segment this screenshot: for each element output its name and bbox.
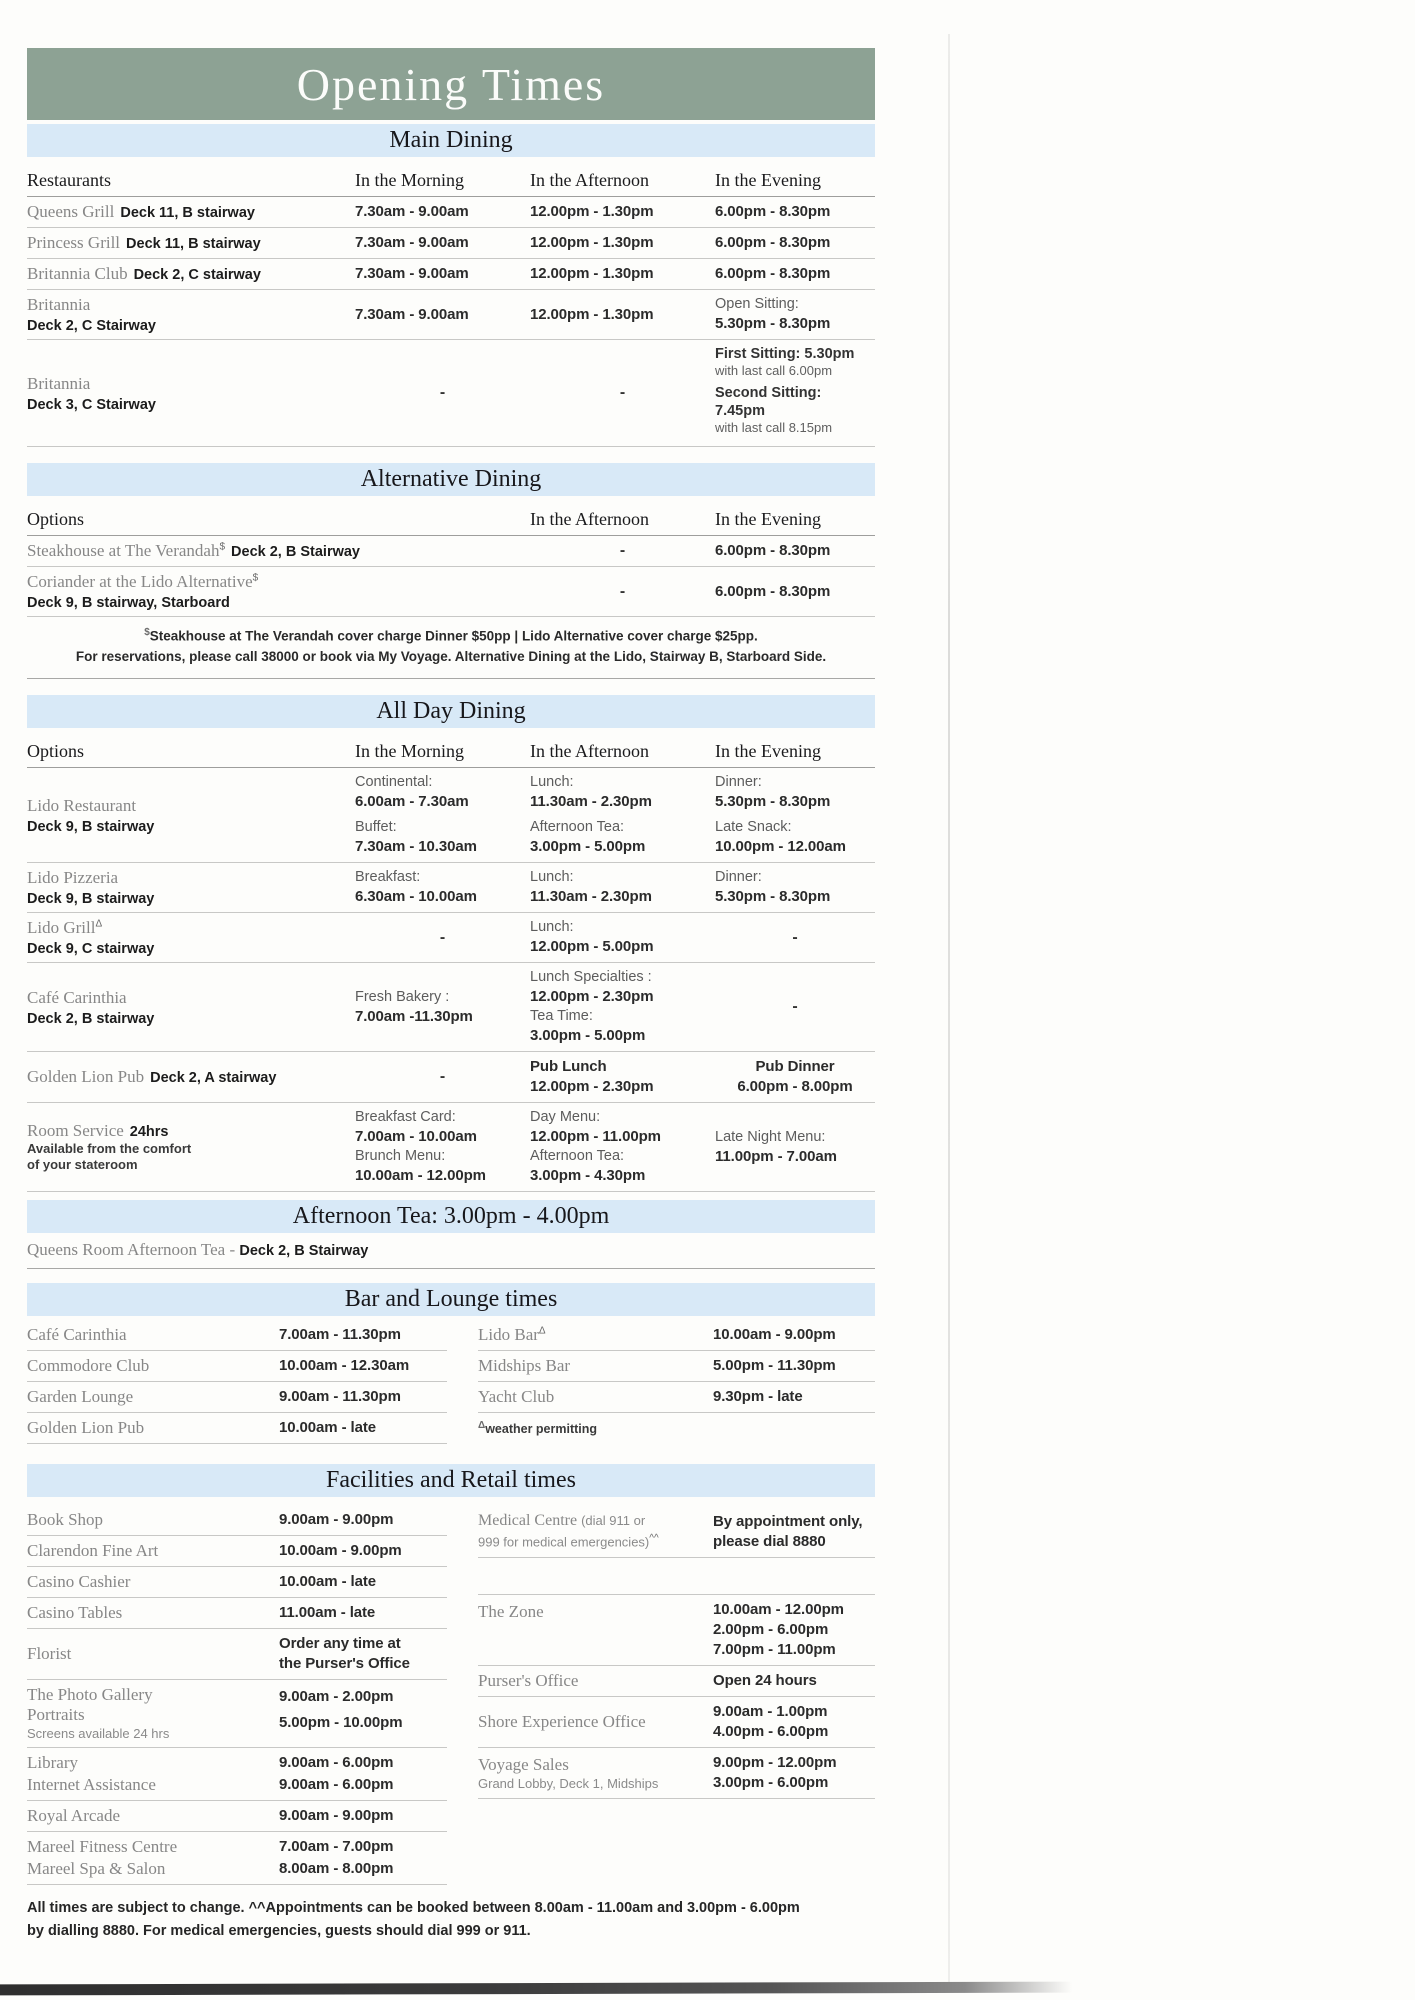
time-value: 5.30pm - 8.30pm xyxy=(715,793,831,811)
time-value: 4.00pm - 6.00pm xyxy=(713,1723,829,1741)
meal-label: Breakfast Card: xyxy=(355,1109,456,1126)
table-row xyxy=(27,1052,875,1103)
time-value: By appointment only, xyxy=(713,1513,863,1531)
alt-dining-section-banner xyxy=(27,463,875,496)
column-header-morning: In the Morning xyxy=(355,741,464,762)
deck-label: Deck 9, B stairway, Starboard xyxy=(27,595,230,611)
list-group-library xyxy=(27,1748,447,1801)
sitting-label: Second Sitting: 7.45pm xyxy=(715,385,822,419)
deck-label: Deck 2, C Stairway xyxy=(27,318,156,334)
venue-cell xyxy=(27,918,355,957)
venue-name: Commodore Club xyxy=(27,1356,150,1376)
column-header-afternoon: In the Afternoon xyxy=(530,741,649,762)
time-morning: 7.30am - 9.00am xyxy=(355,265,469,282)
list-item xyxy=(27,1598,447,1629)
all-day-header-row xyxy=(27,728,875,768)
table-row xyxy=(27,863,875,913)
venue-name: Coriander at the Lido Alternative xyxy=(27,572,253,591)
time-morning xyxy=(355,868,530,907)
column-header-options: Options xyxy=(27,509,85,529)
bar-lounge-banner xyxy=(27,1283,875,1316)
time-evening: 6.00pm - 8.30pm xyxy=(715,203,831,220)
list-item xyxy=(27,1801,447,1832)
venue-subtext: of your stateroom xyxy=(27,1157,138,1173)
time-value: 11.00pm - 7.00am xyxy=(715,1147,837,1165)
time-value: 2.00pm - 6.00pm xyxy=(713,1621,829,1639)
time-value: 7.00am - 7.00pm xyxy=(279,1838,394,1856)
footer-note xyxy=(27,1897,875,1942)
list-item xyxy=(27,1351,447,1382)
spacer xyxy=(478,1558,875,1594)
meal-label: Dinner: xyxy=(715,869,762,886)
opening-times-banner xyxy=(27,48,875,120)
time-value: 6.00am - 7.30am xyxy=(355,793,469,811)
deck-label: Deck 2, B Stairway xyxy=(231,544,360,560)
time-evening xyxy=(715,773,875,857)
deck-label: Deck 2, B stairway xyxy=(27,1010,155,1027)
table-row xyxy=(27,197,875,228)
venue-name: Steakhouse at The Verandah xyxy=(27,541,220,560)
page-title: Opening Times xyxy=(296,58,606,110)
deck-label: Deck 2, A stairway xyxy=(150,1070,277,1087)
time-value: 5.30pm - 8.30pm xyxy=(715,888,831,906)
scan-bottom-edge xyxy=(0,1982,1072,1996)
time-value: 10.00pm - 12.00am xyxy=(715,838,846,856)
venue-cell xyxy=(27,572,530,611)
column-header-evening: In the Evening xyxy=(715,741,821,762)
venue-name: Florist xyxy=(27,1644,72,1664)
meal-label: Dinner: xyxy=(715,774,762,791)
page-fold-line xyxy=(948,34,950,1986)
time-afternoon xyxy=(530,968,715,1046)
venue-name: Internet Assistance xyxy=(27,1775,156,1795)
list-item-pursers-office xyxy=(478,1666,875,1697)
time-afternoon xyxy=(530,868,715,907)
time-value: 9.00pm - 12.00pm xyxy=(713,1754,837,1772)
time-value: 9.00am - 9.00pm xyxy=(279,1511,394,1529)
weather-permitting-note xyxy=(478,1420,875,1436)
table-row xyxy=(27,290,875,340)
time-evening xyxy=(715,345,875,441)
venue-name: Lido Pizzeria xyxy=(27,868,119,888)
time-value: 9.00am - 11.30pm xyxy=(279,1388,401,1406)
venue-cell xyxy=(478,1512,713,1550)
venue-name: Casino Tables xyxy=(27,1603,123,1623)
weather-marker: Δ xyxy=(478,1420,486,1432)
venue-name: Golden Lion Pub xyxy=(27,1418,145,1438)
weather-marker: Δ xyxy=(538,1326,546,1338)
meal-label: Brunch Menu: xyxy=(355,1148,446,1165)
time-value: 12.00pm - 11.00pm xyxy=(530,1128,661,1146)
venue-cell xyxy=(27,1121,355,1173)
deck-label: Deck 3, C Stairway xyxy=(27,396,156,413)
time-value: 12.00pm - 2.30pm xyxy=(530,988,654,1006)
list-item-medical-centre xyxy=(478,1505,875,1558)
cover-charge-marker: $ xyxy=(252,572,259,584)
venue-name: Queens Room Afternoon Tea - xyxy=(27,1240,240,1260)
meal-label: Afternoon Tea: xyxy=(530,819,625,836)
facilities-table xyxy=(27,1505,875,1885)
appointment-marker: ^^ xyxy=(649,1533,659,1545)
meal-label: Lunch Specialties : xyxy=(530,969,652,986)
all-day-section-title: All Day Dining xyxy=(376,698,526,725)
table-row xyxy=(27,228,875,259)
venue-name: Voyage Sales xyxy=(478,1754,569,1774)
venue-name: Purser's Office xyxy=(478,1671,579,1691)
venue-name: Lido Bar xyxy=(478,1325,539,1345)
venue-cell xyxy=(478,1755,713,1792)
venue-name: Clarendon Fine Art xyxy=(27,1541,159,1561)
last-call-label: with last call 6.00pm xyxy=(715,363,833,378)
list-item xyxy=(27,1567,447,1598)
meal-label: Pub Lunch xyxy=(530,1058,607,1076)
meal-label: Late Snack: xyxy=(715,819,792,836)
time-value: 7.00am -11.30pm xyxy=(355,1007,473,1025)
cover-charge-marker: $ xyxy=(144,627,150,638)
main-dining-section-title: Main Dining xyxy=(389,127,513,153)
list-item-shore-experience xyxy=(478,1697,875,1748)
time-value: 11.00am - late xyxy=(279,1604,376,1622)
time-morning xyxy=(355,988,530,1027)
venue-subtext: Screens available 24 hrs xyxy=(27,1726,170,1742)
bar-lounge-table xyxy=(27,1320,875,1444)
table-row xyxy=(27,340,875,447)
time-cell xyxy=(279,1685,447,1733)
time-value: 12.00pm - 5.00pm xyxy=(530,938,654,956)
time-evening xyxy=(715,1057,875,1097)
list-item xyxy=(27,1505,447,1536)
afternoon-tea-venue xyxy=(27,1233,875,1269)
page-content xyxy=(27,0,875,1942)
meal-label: Pub Dinner xyxy=(755,1058,835,1076)
time-value: please dial 8880 xyxy=(713,1533,826,1551)
time-value: 9.00am - 6.00pm xyxy=(279,1754,394,1772)
bar-lounge-left-column xyxy=(27,1320,447,1444)
venue-cell xyxy=(27,374,355,413)
last-call-label: with last call 8.15pm xyxy=(715,420,833,435)
time-evening: 6.00pm - 8.30pm xyxy=(715,265,831,282)
time-value: 5.00pm - 10.00pm xyxy=(279,1714,403,1732)
table-row xyxy=(27,768,875,863)
alt-dining-section-title: Alternative Dining xyxy=(360,466,542,492)
time-value: 9.00am - 9.00pm xyxy=(279,1807,394,1825)
venue-name: Queens Grill xyxy=(27,202,115,221)
time-value: 10.00am - late xyxy=(279,1573,376,1591)
time-value: 7.00pm - 11.00pm xyxy=(713,1641,836,1659)
meal-label: Breakfast: xyxy=(355,869,421,886)
table-row xyxy=(27,259,875,290)
deck-label: Deck 2, C stairway xyxy=(133,267,261,283)
list-group-mareel xyxy=(27,1832,447,1885)
time-value: 9.30pm - late xyxy=(713,1388,803,1406)
table-row xyxy=(27,567,875,617)
time-value: Order any time at xyxy=(279,1635,401,1653)
alt-dining-footnotes xyxy=(27,617,875,679)
weather-marker: Δ xyxy=(95,919,103,931)
time-cell xyxy=(713,1753,875,1793)
facilities-right-column xyxy=(478,1505,875,1885)
deck-label: 24hrs xyxy=(129,1124,169,1141)
venue-cell xyxy=(27,202,355,222)
time-value: 11.30am - 2.30pm xyxy=(530,888,652,906)
venue-cell xyxy=(27,295,355,334)
venue-name: Café Carinthia xyxy=(27,987,127,1007)
time-morning xyxy=(355,1108,530,1186)
venue-name: Britannia xyxy=(27,295,91,314)
time-morning: 7.30am - 9.00am xyxy=(355,203,469,220)
list-item-the-zone xyxy=(478,1594,875,1666)
venue-name: Mareel Fitness Centre xyxy=(27,1837,178,1857)
sitting-label: First Sitting: 5.30pm xyxy=(715,346,855,362)
time-morning xyxy=(355,773,530,857)
time-afternoon: - xyxy=(619,542,626,559)
footnote xyxy=(27,625,875,647)
column-header-afternoon: In the Afternoon xyxy=(530,509,649,529)
venue-name: Britannia xyxy=(27,373,91,393)
time-evening: 6.00pm - 8.30pm xyxy=(715,582,831,600)
bar-lounge-title: Bar and Lounge times xyxy=(344,1286,558,1313)
footnote-text: Steakhouse at The Verandah cover charge Dinner $50pp | Lido Alternative cover charge $25pp. xyxy=(149,628,758,644)
time-value: Open 24 hours xyxy=(713,1672,817,1690)
time-value: 7.00am - 11.30pm xyxy=(279,1326,401,1344)
time-afternoon: 12.00pm - 1.30pm xyxy=(530,203,654,220)
time-value: 9.00am - 2.00pm xyxy=(279,1688,394,1706)
list-item-voyage-sales xyxy=(478,1748,875,1799)
venue-subtext: (dial 911 or xyxy=(581,1513,646,1529)
time-value: 8.00am - 8.00pm xyxy=(279,1860,394,1878)
time-value: 10.00am - 12.00pm xyxy=(355,1167,486,1185)
time-morning: 7.30am - 9.00am xyxy=(355,234,469,251)
list-item xyxy=(478,1351,875,1382)
time-value: 10.00am - 12.00pm xyxy=(713,1601,844,1619)
venue-name: Lido Grill xyxy=(27,918,96,938)
venue-name: Garden Lounge xyxy=(27,1387,134,1407)
time-afternoon: 12.00pm - 1.30pm xyxy=(530,265,654,282)
time-value: 3.00pm - 5.00pm xyxy=(530,1027,646,1045)
time-value: 3.00pm - 6.00pm xyxy=(713,1774,829,1792)
meal-label: Afternoon Tea: xyxy=(530,1148,625,1165)
alt-dining-header-row xyxy=(27,496,875,536)
time-cell xyxy=(713,1510,875,1552)
list-item xyxy=(27,1413,447,1444)
venue-name: Library xyxy=(27,1753,78,1773)
time-value: 6.30am - 10.00am xyxy=(355,888,477,906)
deck-label: Deck 11, B stairway xyxy=(126,236,261,252)
facilities-left-column xyxy=(27,1505,447,1885)
time-afternoon: - xyxy=(619,582,626,600)
time-value: 12.00pm - 2.30pm xyxy=(530,1078,654,1096)
time-value: 9.00am - 1.00pm xyxy=(713,1703,828,1721)
table-row xyxy=(27,1103,875,1192)
time-afternoon xyxy=(530,773,715,857)
time-evening xyxy=(715,1128,875,1167)
time-afternoon xyxy=(530,1108,715,1186)
facilities-title: Facilities and Retail times xyxy=(326,1467,576,1494)
venue-cell xyxy=(27,796,355,835)
venue-name: Royal Arcade xyxy=(27,1806,120,1826)
venue-cell xyxy=(27,541,530,561)
venue-subtext: 999 for medical emergencies) xyxy=(478,1534,650,1550)
venue-cell xyxy=(27,988,355,1027)
venue-name: Yacht Club xyxy=(478,1387,555,1407)
afternoon-tea-title: Afternoon Tea: 3.00pm - 4.00pm xyxy=(292,1203,610,1230)
footer-line: All times are subject to change. ^^Appointments can be booked between 8.00am - 11.00am and 3.00pm - 6.00pm xyxy=(27,1900,800,1917)
venue-name: Midships Bar xyxy=(478,1356,571,1376)
venue-name: Room Service xyxy=(27,1121,124,1141)
cover-charge-marker: $ xyxy=(219,541,226,553)
time-evening: - xyxy=(792,998,798,1016)
main-dining-header-row xyxy=(27,157,875,197)
venue-cell xyxy=(27,264,355,284)
time-value: the Purser's Office xyxy=(279,1655,410,1673)
meal-label: Continental: xyxy=(355,774,433,791)
list-item xyxy=(27,1858,447,1884)
column-header-options: Options xyxy=(27,741,85,762)
column-header-afternoon: In the Afternoon xyxy=(530,170,649,190)
venue-name: The Zone xyxy=(478,1602,544,1622)
time-morning: 7.30am - 9.00am xyxy=(355,305,469,323)
venue-subtext: Grand Lobby, Deck 1, Midships xyxy=(478,1775,659,1791)
meal-label: Fresh Bakery : xyxy=(355,988,450,1005)
venue-name: Shore Experience Office xyxy=(478,1712,646,1732)
time-value: 10.00am - 9.00pm xyxy=(713,1326,836,1344)
list-item xyxy=(27,1536,447,1567)
deck-label: Deck 2, B Stairway xyxy=(239,1243,369,1260)
meal-label: Tea Time: xyxy=(530,1008,593,1025)
venue-name: Mareel Spa & Salon xyxy=(27,1859,166,1879)
table-row xyxy=(27,913,875,963)
facilities-banner xyxy=(27,1464,875,1497)
time-evening xyxy=(715,868,875,907)
time-cell xyxy=(713,1600,875,1660)
meal-label: Open Sitting: xyxy=(715,296,799,312)
column-header-morning: In the Morning xyxy=(355,170,464,190)
list-item xyxy=(478,1320,875,1351)
list-item xyxy=(27,1382,447,1413)
time-value: 3.00pm - 4.30pm xyxy=(530,1167,646,1185)
time-value: 6.00pm - 8.00pm xyxy=(737,1078,853,1096)
time-evening: - xyxy=(792,928,798,946)
deck-label: Deck 9, B stairway xyxy=(27,891,155,908)
venue-cell xyxy=(478,1325,713,1345)
deck-label: Deck 9, B stairway xyxy=(27,818,155,835)
footnote: For reservations, please call 38000 or book via My Voyage. Alternative Dining at the Lido, Stairway B, Starboard Side. xyxy=(75,649,827,665)
time-value: 10.00am - late xyxy=(279,1419,376,1437)
time-morning: - xyxy=(439,928,446,946)
main-dining-section-banner xyxy=(27,124,875,157)
venue-subtext xyxy=(478,1530,713,1550)
venue-name: Café Carinthia xyxy=(27,1325,127,1345)
time-evening: 6.00pm - 8.30pm xyxy=(715,542,831,559)
venue-name: The Photo Gallery xyxy=(27,1685,153,1705)
venue-name: Medical Centre xyxy=(478,1512,582,1530)
column-header-evening: In the Evening xyxy=(715,170,821,190)
time-value: 5.00pm - 11.30pm xyxy=(713,1357,836,1375)
list-item xyxy=(478,1382,875,1413)
column-header-evening: In the Evening xyxy=(715,509,821,529)
meal-label: Buffet: xyxy=(355,819,397,836)
time-afternoon: 12.00pm - 1.30pm xyxy=(530,305,654,323)
bar-lounge-right-column xyxy=(478,1320,875,1444)
time-morning: - xyxy=(439,1068,446,1086)
list-item xyxy=(27,1832,447,1858)
list-item xyxy=(27,1774,447,1800)
table-row xyxy=(27,536,875,567)
venue-name: Casino Cashier xyxy=(27,1572,131,1592)
time-value: 9.00am - 6.00pm xyxy=(279,1776,394,1794)
time-value: 5.30pm - 8.30pm xyxy=(715,315,831,332)
time-value: 10.00am - 12.30am xyxy=(279,1357,410,1375)
column-header-restaurants: Restaurants xyxy=(27,170,111,190)
meal-label: Lunch: xyxy=(530,919,574,936)
time-afternoon: 12.00pm - 1.30pm xyxy=(530,234,654,251)
meal-label: Day Menu: xyxy=(530,1109,601,1126)
venue-name: Book Shop xyxy=(27,1510,104,1530)
time-value: 7.00am - 10.00am xyxy=(355,1128,477,1146)
deck-label: Deck 11, B stairway xyxy=(120,205,255,221)
venue-cell xyxy=(27,868,355,907)
meal-label: Late Night Menu: xyxy=(715,1128,826,1145)
meal-label: Lunch: xyxy=(530,869,574,886)
time-cell xyxy=(279,1634,447,1674)
time-value: 7.30am - 10.30am xyxy=(355,838,477,856)
time-afternoon xyxy=(530,918,715,957)
venue-name: Britannia Club xyxy=(27,264,128,283)
meal-label: Lunch: xyxy=(530,774,574,791)
list-item xyxy=(27,1748,447,1774)
venue-name: Lido Restaurant xyxy=(27,795,137,815)
venue-cell xyxy=(27,233,355,253)
venue-cell xyxy=(27,1067,355,1087)
venue-name: Portraits xyxy=(27,1705,85,1725)
venue-subtext: Available from the comfort xyxy=(27,1141,192,1157)
time-value: 11.30am - 2.30pm xyxy=(530,793,652,811)
time-cell xyxy=(713,1702,875,1742)
all-day-section-banner xyxy=(27,695,875,728)
note-text: weather permitting xyxy=(485,1422,598,1437)
time-value: 3.00pm - 5.00pm xyxy=(530,838,646,856)
list-item-photo-gallery xyxy=(27,1680,447,1748)
deck-label: Deck 9, C stairway xyxy=(27,941,155,958)
time-evening xyxy=(715,295,875,334)
time-afternoon: - xyxy=(619,384,626,401)
list-item-florist xyxy=(27,1629,447,1680)
time-value: 10.00am - 9.00pm xyxy=(279,1542,402,1560)
footer-line: by dialling 8880. For medical emergencies, guests should dial 999 or 911. xyxy=(27,1922,531,1939)
time-morning: - xyxy=(439,384,446,401)
venue-cell xyxy=(27,1685,279,1742)
venue-name: Golden Lion Pub xyxy=(27,1067,145,1087)
list-item xyxy=(27,1320,447,1351)
table-row xyxy=(27,963,875,1052)
time-afternoon xyxy=(530,1057,715,1097)
time-evening: 6.00pm - 8.30pm xyxy=(715,234,831,251)
afternoon-tea-banner xyxy=(27,1200,875,1233)
venue-name: Princess Grill xyxy=(27,233,121,252)
